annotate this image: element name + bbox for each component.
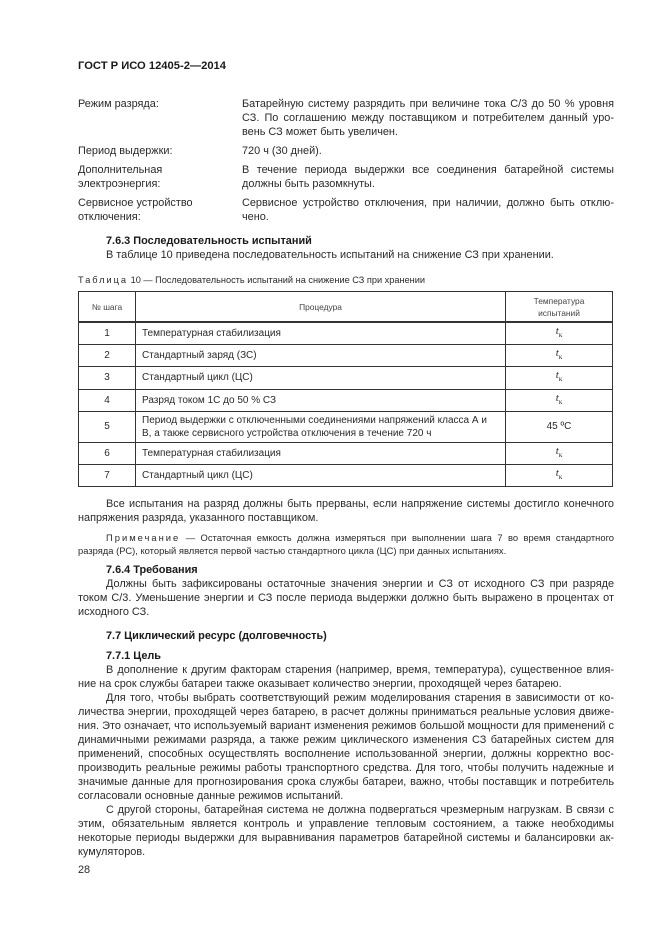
procedure: Стандартный заряд (ЗС) — [136, 345, 506, 367]
note-label: Примечание — [106, 532, 181, 544]
definition-additional-power — [78, 163, 614, 191]
step-number: 4 — [79, 389, 136, 411]
table-note — [78, 531, 614, 557]
test-temperature: $t_к$ — [506, 322, 613, 345]
procedure: Стандартный цикл (ЦС) — [136, 464, 506, 486]
definition-value: В течение периода выдержки все соединения батарейной системы должны быть разомкнуты. — [242, 164, 614, 190]
step-number: 3 — [79, 367, 136, 389]
column-header-procedure: Процедура — [136, 292, 506, 323]
page-number: 28 — [78, 864, 91, 877]
table-row — [79, 345, 613, 367]
procedure: Стандартный цикл (ЦС) — [136, 367, 506, 389]
procedure: Период выдержки с отключенными соединениями напряжений класса А и В, а также сервисного устройства отключения в течение 720 ч — [136, 411, 506, 442]
section-7-6-4 — [78, 563, 614, 619]
definition-rest-period — [78, 144, 614, 158]
table-caption-text: 10 — Последовательность испытаний на снижение СЗ при хранении — [128, 275, 426, 285]
test-temperature: $t_к$ — [506, 345, 613, 367]
section-heading: 7.7.1 Цель — [106, 650, 162, 663]
section-7-6-3 — [78, 234, 614, 262]
definition-list — [78, 97, 614, 224]
section-text: В таблице 10 приведена последовательность испытаний на снижение СЗ при хранении. — [106, 249, 554, 261]
definition-service-disconnect — [78, 196, 614, 224]
step-number: 5 — [79, 411, 136, 442]
table-row — [79, 389, 613, 411]
test-temperature: 45 ºС — [506, 411, 613, 442]
procedure: Температурная стабилизация — [136, 322, 506, 345]
step-number: 1 — [79, 322, 136, 345]
table-row — [79, 367, 613, 389]
procedure: Температурная стабилизация — [136, 442, 506, 464]
test-temperature: $t_к$ — [506, 389, 613, 411]
test-temperature: $t_к$ — [506, 464, 613, 486]
definition-label: Режим разряда: — [78, 98, 159, 110]
section-7-7-heading: 7.7 Циклический ресурс (долговечность) — [106, 630, 327, 643]
paragraph: С другой стороны, батарейная система не должна подвергаться чрезмерным нагрузкам. В связи с этим, обязательным является контроль и управление тепловым состоянием, а также необходимы некоторые периоды выдержки для выравнивания параметров батарейной системы и балансировки аккумуляторов. — [78, 804, 614, 859]
definition-value: Батарейную систему разрядить при величине тока С/3 до 50 % уровня СЗ. По соглашению между поставщиком и потребителем данный уровень СЗ может быть увеличен. — [242, 98, 614, 138]
definition-value: 720 ч (30 дней). — [242, 145, 322, 157]
column-header-step: № шага — [79, 292, 136, 323]
definition-label: Дополнительная электроэнергия: — [78, 164, 163, 190]
procedure: Разряд током 1С до 50 % СЗ — [136, 389, 506, 411]
after-table-paragraph: Все испытания на разряд должны быть прерваны, если напряжение системы достигло конечного напряжения разряда, указанного поставщиком. — [78, 498, 614, 525]
table-caption — [78, 274, 614, 287]
step-number: 2 — [79, 345, 136, 367]
page-body — [78, 97, 614, 877]
definition-discharge-mode — [78, 97, 614, 139]
definition-label: Сервисное устройство отключения: — [78, 197, 193, 223]
table-row — [79, 411, 613, 442]
table-row — [79, 442, 613, 464]
document-header: ГОСТ Р ИСО 12405-2—2014 — [78, 60, 226, 72]
test-sequence-table — [78, 291, 613, 487]
test-temperature: $t_к$ — [506, 367, 613, 389]
definition-value: Сервисное устройство отключения, при наличии, должно быть отключено. — [242, 197, 614, 223]
column-header-temperature: Температура испытаний — [506, 292, 613, 323]
test-temperature: $t_к$ — [506, 442, 613, 464]
paragraph: В дополнение к другим факторам старения (например, время, температура), существенное влияние на срок службы батареи также оказывает количество энергии, проходящей через батарею. — [78, 664, 614, 691]
table-row — [79, 464, 613, 486]
table-row — [79, 322, 613, 345]
section-heading: 7.6.4 Требования — [106, 564, 198, 577]
section-heading: 7.6.3 Последовательность испытаний — [106, 235, 312, 247]
section-7-7-1 — [78, 649, 614, 859]
paragraph: Для того, чтобы выбрать соответствующий режим моделирования старения в зависимости от количества энергии, проходящей через батарею, в расчет должны приниматься реальные условия движения. Это означает, что используемый вариант изменения режимов большой мощности для применений с динамичными режимами разряда, а также режим циклического изменения СЗ батарейных систем для применений, способных осуществлять восполнение использованной энергии, должны корректно воспроизводить реальные режимы работы транспортного средства. Для того, чтобы получить надежные и значимые данные для прогнозирования срока службы батареи, важно, чтобы поставщик и потребитель согласовали основные данные режимов испытаний. — [78, 692, 614, 803]
note-text: — Остаточная емкость должна измеряться при выполнении шага 7 во время стандартного разряда (РС), который является первой частью стандартного цикла (ЦС) при данных испытаниях. — [78, 532, 614, 557]
definition-label: Период выдержки: — [78, 145, 173, 157]
step-number: 6 — [79, 442, 136, 464]
step-number: 7 — [79, 464, 136, 486]
section-text: Должны быть зафиксированы остаточные значения энергии и СЗ от исходного СЗ при разряде током С/3. Уменьшение энергии и СЗ после периода выдержки должно быть выражено в процентах от исходного СЗ. — [78, 578, 614, 619]
table-caption-prefix: Таблица — [78, 275, 129, 285]
